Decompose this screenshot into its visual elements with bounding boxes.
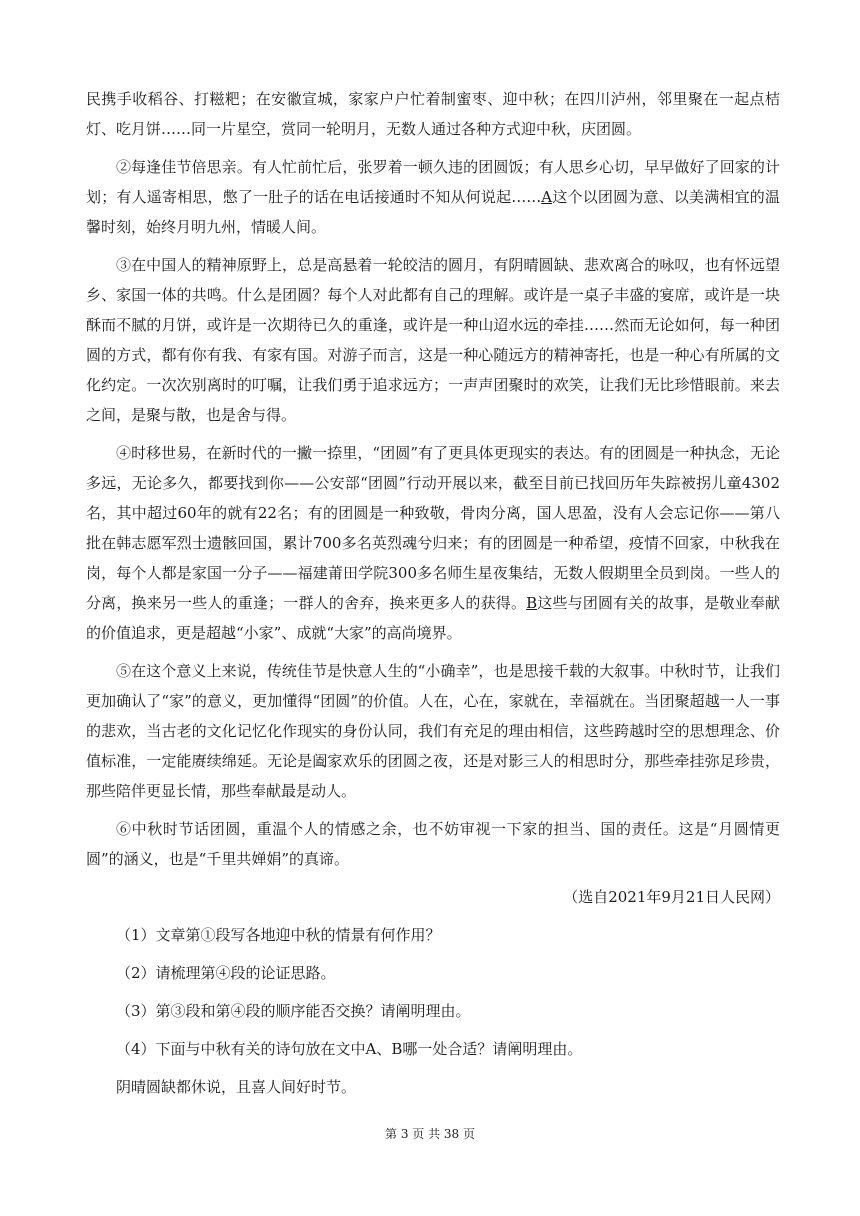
article-body [86,84,780,1110]
paragraph-4 [86,438,780,648]
paragraph-4-text-b: 这些与团圆有关的故事，是敬业奉献的价值追求，更是超越“小家”、成就“大家”的高尚境界。 [86,594,780,642]
question-1: （1）文章第①段写各地迎中秋的情景有何作用？ [116,926,441,944]
page-footer: 第 3 页 共 38 页 [385,1127,475,1141]
paragraph-2-text-a: ②每逢佳节倍思亲。有人忙前忙后，张罗着一顿久违的团圆饭；有人思乡心切，早早做好了回家的计划；有人遥寄相思，憋了一肚子的话在电话接通时不知从何说起…… [86,158,780,206]
question-3: （3）第③段和第④段的顺序能否交换？请阐明理由。 [116,1002,471,1020]
paragraph-5: ⑤在这个意义上来说，传统佳节是快意人生的“小确幸”，也是思接千载的大叙事。中秋时节，让我们更加确认了“家”的意义，更加懂得“团圆”的价值。人在，心在，家就在，幸福就在。当团聚超越一人一事的悲欢，当古老的文化记忆化作现实的身份认同，我们有充足的理由相信，这些跨越时空的思想理念、价值标准，一定能赓续绵延。无论是阖家欢乐的团圆之夜，还是对影三人的相思时分，那些牵挂弥足珍贵，那些陪伴更显长情，那些奉献最是动人。 [86,662,780,800]
article-source: （选自2021年9月21日人民网） [563,888,780,906]
paragraph-3: ③在中国人的精神原野上，总是高悬着一轮皎洁的圆月，有阴晴圆缺、悲欢离合的咏叹，也有怀远望乡、家国一体的共鸣。什么是团圆？每个人对此都有自己的理解。或许是一桌子丰盛的宴席，或许是一块酥而不腻的月饼，或许是一次期待已久的重逢，或许是一种山迢水远的牵挂……然而无论如何，每一种团圆的方式，都有你有我、有家有国。对游子而言，这是一种心随远方的精神寄托，也是一种心有所属的文化约定。一次次别离时的叮嘱，让我们勇于追求远方；一声声团聚时的欢笑，让我们无比珍惜眼前。来去之间，是聚与散，也是舍与得。 [86,256,780,424]
paragraph-4-text-a: ④时移世易，在新时代的一撇一捺里，“团圆”有了更具体更现实的表达。有的团圆是一种执念，无论多远，无论多久，都要找到你——公安部“团圆”行动开展以来，截至目前已找回历年失踪被拐儿童4302名，其中超过60年的就有22名；有的团圆是一种致敬，骨肉分离，国人思盈，没有人会忘记你——第八批在韩志愿军烈士遗骸回国，累计700多名英烈魂兮归来；有的团圆是一种希望，疫情不回家，中秋我在岗，每个人都是家国一分子——福建莆田学院300多名师生星夜集结，无数人假期里全员到岗。一些人的分离，换来另一些人的重逢；一群人的舍弃，换来更多人的获得。 [86,444,780,612]
paragraph-2-text-b: 这个以团圆为意、以美满相宜的温馨时刻，始终月明九州，情暖人间。 [86,188,780,236]
poem-line: 阴晴圆缺都休说，且喜人间好时节。 [116,1078,357,1096]
marker-a: A [541,188,553,206]
marker-b: B [526,594,538,612]
question-2: （2）请梳理第④段的论证思路。 [116,964,336,982]
paragraph-6: ⑥中秋时节话团圆，重温个人的情感之余，也不妨审视一下家的担当、国的责任。这是“月圆情更圆”的涵义，也是“千里共婵娟”的真谛。 [86,820,780,868]
paragraph-1-continuation: 民携手收稻谷、打糍粑；在安徽宣城，家家户户忙着制蜜枣、迎中秋；在四川泸州，邻里聚在一起点桔灯、吃月饼……同一片星空，赏同一轮明月，无数人通过各种方式迎中秋，庆团圆。 [86,90,780,138]
question-4: （4）下面与中秋有关的诗句放在文中A、B哪一处合适？请阐明理由。 [116,1040,583,1058]
paragraph-2 [86,152,780,242]
